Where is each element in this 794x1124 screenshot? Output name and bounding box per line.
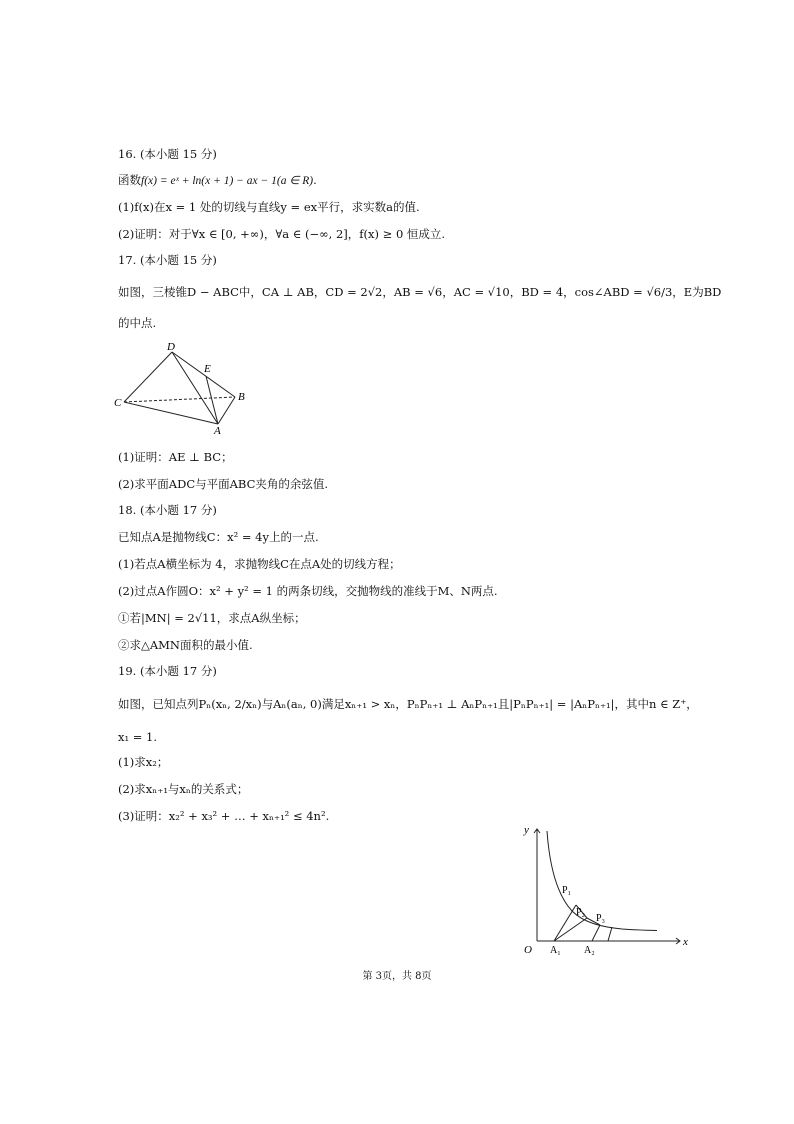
edge-CB-hidden (124, 397, 235, 402)
tetrahedron-figure (112, 340, 252, 435)
label-A: A (214, 425, 221, 435)
edge-DA (172, 352, 218, 424)
hyperbola-figure (512, 823, 692, 958)
q17-part2: (2)求平面ADC与平面ABC夹角的余弦值. (118, 477, 329, 491)
label-C: C (114, 397, 122, 409)
label-y: y (524, 824, 529, 836)
q16-stem-suffix: . (313, 173, 317, 187)
q16-part1: (1)f(x)在x = 1 处的切线与直线y = ex平行，求实数a的值. (118, 200, 420, 214)
q17-part1: (1)证明：AE ⊥ BC； (118, 450, 233, 464)
q17-stem: 如图，三棱锥D − ABC中，CA ⊥ AB，CD = 2√2，AB = √6，AC = √10，BD = 4，cos∠ABD = √6/3，E为BD (118, 285, 722, 299)
q19-title: 19. (本小题 17 分) (118, 664, 217, 678)
q16-stem-math: f(x) = eˣ + ln(x + 1) − ax − 1(a ∈ R) (141, 175, 314, 187)
q19-stem-cont: x₁ = 1. (118, 730, 158, 744)
segment-next (608, 927, 612, 941)
q18-part2a: ①若|MN| = 2√11，求点A纵坐标； (118, 611, 306, 625)
q18-stem: 已知点A是抛物线C：x² = 4y上的一点. (118, 530, 319, 544)
label-O: O (524, 944, 532, 956)
q18-part1: (1)若点A横坐标为 4，求抛物线C在点A处的切线方程； (118, 557, 401, 571)
q19-part2: (2)求xₙ₊₁与xₙ的关系式； (118, 782, 249, 796)
q19-part1: (1)求x₂； (118, 755, 169, 769)
q16-title: 16. (本小题 15 分) (118, 147, 217, 161)
label-x: x (683, 936, 688, 948)
label-E: E (204, 363, 211, 375)
label-P3: P₃ (596, 913, 606, 924)
q16-stem (118, 172, 317, 189)
edge-AB (218, 397, 235, 424)
label-D: D (167, 341, 175, 353)
label-P1: P₁ (562, 885, 572, 896)
edge-CA (124, 402, 218, 424)
segment-A1-P2 (554, 918, 587, 941)
edge-CD (124, 352, 172, 402)
q17-title: 17. (本小题 15 分) (118, 253, 217, 267)
q19-part3: (3)证明：x₂² + x₃² + … + xₙ₊₁² ≤ 4n². (118, 809, 330, 823)
label-B: B (238, 391, 245, 403)
q17-stem-cont: 的中点. (118, 316, 157, 330)
q16-part2: (2)证明：对于∀x ∈ [0, +∞)，∀a ∈ (−∞, 2]，f(x) ≥ 0 恒成立. (118, 227, 446, 241)
q18-part2: (2)过点A作圆O：x² + y² = 1 的两条切线，交抛物线的准线于M、N两点. (118, 584, 498, 598)
q16-stem-prefix: 函数 (118, 173, 141, 187)
page-footer: 第 3页，共 8页 (362, 971, 432, 982)
label-A2: A₂ (584, 945, 595, 956)
segment-A2-P3 (592, 925, 600, 941)
label-A1: A₁ (550, 945, 561, 956)
q19-stem: 如图，已知点列Pₙ(xₙ, 2/xₙ)与Aₙ(aₙ, 0)满足xₙ₊₁ > xₙ，PₙPₙ₊₁ ⊥ AₙPₙ₊₁且|PₙPₙ₊₁| = |AₙPₙ₊₁|，其中n ∈ Z⁺， (118, 697, 698, 711)
q18-title: 18. (本小题 17 分) (118, 503, 217, 517)
q18-part2b: ②求△AMN面积的最小值. (118, 638, 253, 652)
label-P2: P₂ (576, 907, 586, 918)
segment-A1-P1 (554, 905, 576, 941)
